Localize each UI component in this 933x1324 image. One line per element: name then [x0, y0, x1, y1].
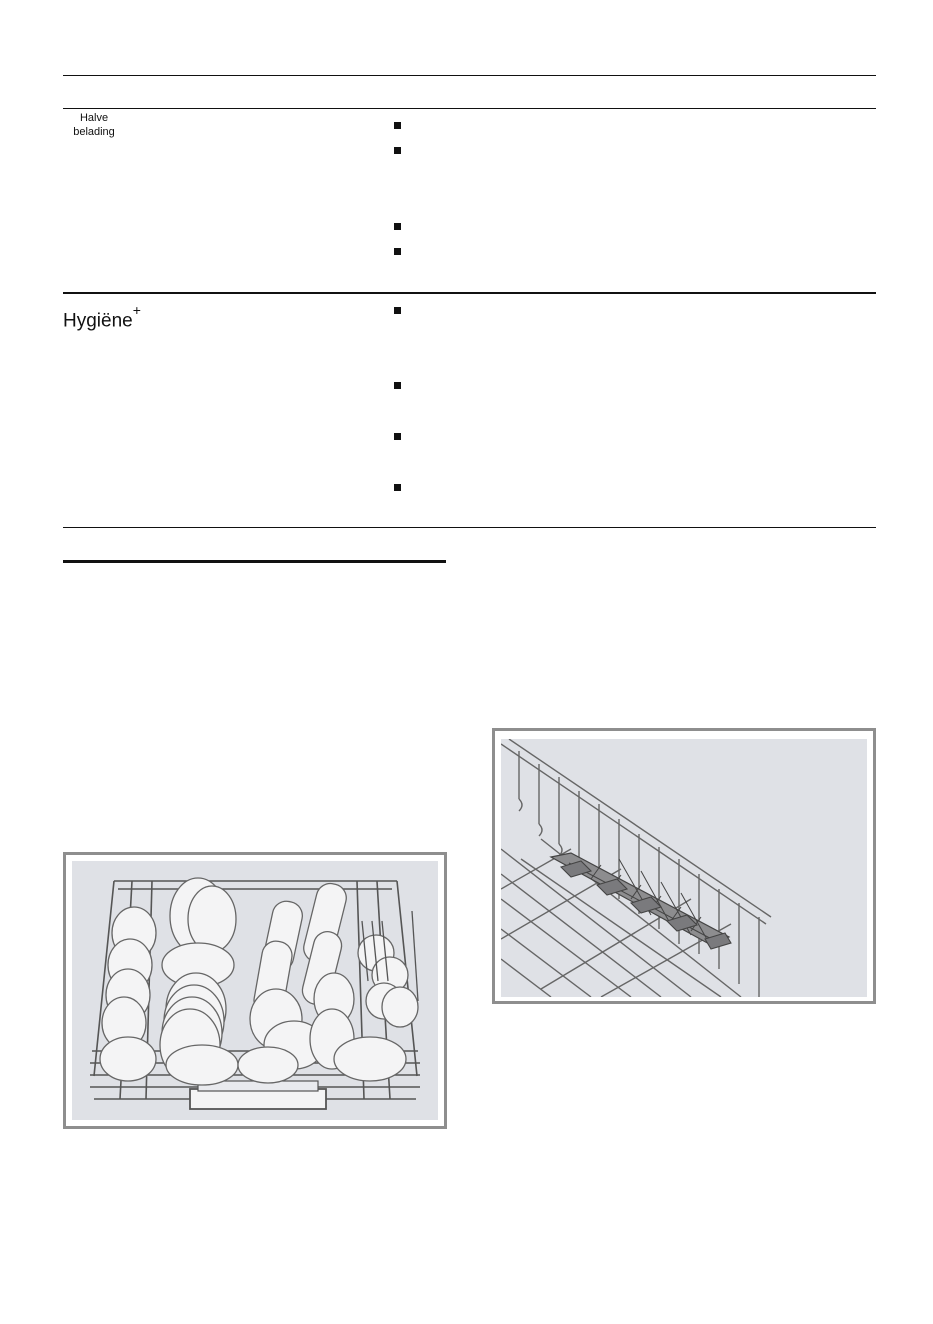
hygiene-plus-label — [63, 303, 141, 332]
bullet-square-icon — [394, 433, 401, 440]
bullet-square-icon — [394, 484, 401, 491]
halve-label-line1: Halve — [79, 112, 109, 124]
table-top-rule — [63, 75, 876, 76]
table-bottom-rule — [63, 527, 876, 528]
folding-rack-figure — [492, 728, 876, 1004]
halve-belading-label — [64, 111, 124, 139]
hygiene-label-text: Hygiëne — [63, 310, 133, 332]
bullet-square-icon — [394, 382, 401, 389]
dish-rack-figure — [63, 852, 447, 1129]
halve-label-line2: belading — [73, 126, 115, 138]
bullet-square-icon — [394, 122, 401, 129]
table-row-divider — [63, 292, 876, 294]
dish-rack-illustration — [72, 861, 438, 1120]
bullet-square-icon — [394, 223, 401, 230]
table-header-rule — [63, 108, 876, 109]
hygiene-plus-sup: + — [132, 302, 141, 318]
bullet-square-icon — [394, 307, 401, 314]
section-heading-rule — [63, 560, 446, 563]
folding-rack-illustration — [501, 739, 867, 997]
bullet-square-icon — [394, 147, 401, 154]
bullet-square-icon — [394, 248, 401, 255]
